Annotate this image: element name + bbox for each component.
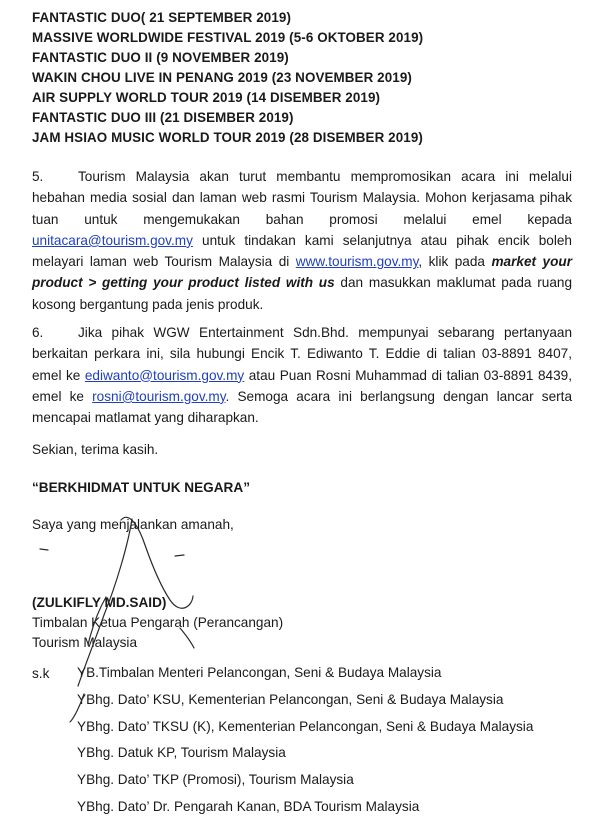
paragraph-text: Jika pihak WGW Entertainment Sdn.Bhd. mempunyai sebarang pertanyaan berkaitan perkara ini, sila hubungi Encik T. Ediwanto T. Eddie di talian 03-8891 8407, emel ke xyxy=(32,325,572,383)
signatory-name: (ZULKIFLY MD.SAID) xyxy=(32,595,167,610)
event-item: FANTASTIC DUO III (21 DISEMBER 2019) xyxy=(32,110,294,125)
event-item: FANTASTIC DUO( 21 SEPTEMBER 2019) xyxy=(32,10,292,25)
email-link-unitacara[interactable]: unitacara@tourism.gov.my xyxy=(32,232,193,248)
event-item: WAKIN CHOU LIVE IN PENANG 2019 (23 NOVEMBER 2019) xyxy=(32,70,412,85)
paragraph-text: atau Puan Rosni Muhammad di talian 03-8891 8439, emel ke xyxy=(32,367,572,404)
cc-item: YBhg. Dato’ KSU, Kementerian Pelancongan, Seni & Budaya Malaysia xyxy=(77,691,504,707)
event-item: MASSIVE WORLDWIDE FESTIVAL 2019 (5-6 OKTOBER 2019) xyxy=(32,30,424,45)
cc-item: YBhg. Dato’ TKSU (K), Kementerian Pelancongan, Seni & Budaya Malaysia xyxy=(77,718,534,734)
paragraph-text: . Semoga acara ini berlangsung dengan lancar serta mencapai matlamat yang diharapkan. xyxy=(32,388,573,426)
signatory-title: Timbalan Ketua Pengarah (Perancangan) xyxy=(32,615,284,630)
cc-item: YB.Timbalan Menteri Pelancongan, Seni & Budaya Malaysia xyxy=(77,665,442,680)
closing-text: Sekian, terima kasih. xyxy=(32,442,159,457)
website-link[interactable]: www.tourism.gov.my xyxy=(295,254,419,270)
saya-line: Saya yang menjalankan amanah, xyxy=(32,517,234,532)
signatory-org: Tourism Malaysia xyxy=(32,635,137,650)
event-item: JAM HSIAO MUSIC WORLD TOUR 2019 (28 DISEMBER 2019) xyxy=(32,130,423,145)
paragraph-text: Tourism Malaysia akan turut membantu mempromosikan acara ini melalui hebahan media sosial dan laman web rasmi Tourism Malaysia. Mohon kerjasama pihak tuan untuk mengemukakan bahan promosi melalui emel kepada xyxy=(32,169,572,227)
event-item: FANTASTIC DUO II (9 NOVEMBER 2019) xyxy=(32,50,289,65)
email-link-rosni[interactable]: rosni@tourism.gov.my xyxy=(92,388,226,404)
paragraph-number: 6. xyxy=(32,325,44,340)
paragraph-number: 5. xyxy=(32,169,44,184)
email-link-ediwanto[interactable]: ediwanto@tourism.gov.my xyxy=(84,367,245,383)
event-list xyxy=(32,8,592,148)
instruction-emphasis: market your product > getting your product listed with us xyxy=(32,254,572,291)
paragraph-text: , klik pada xyxy=(418,254,492,270)
motto: “BERKHIDMAT UNTUK NEGARA” xyxy=(32,480,250,495)
cc-item: YBhg. Datuk KP, Tourism Malaysia xyxy=(77,745,286,761)
paragraph-text: dan masukkan maklumat pada ruang kosong bergantung pada jenis produk. xyxy=(32,275,573,312)
paragraph-5 xyxy=(32,166,572,315)
cc-list xyxy=(77,662,592,823)
paragraph-text: untuk tindakan kami selanjutnya atau pihak encik boleh melayari laman web Tourism Malaysia di xyxy=(32,232,572,270)
event-item: AIR SUPPLY WORLD TOUR 2019 (14 DISEMBER 2019) xyxy=(32,90,381,105)
cc-item: YBhg. Dato’ Dr. Pengarah Kanan, BDA Tourism Malaysia xyxy=(77,798,420,814)
cc-item: YBhg. Dato’ TKP (Promosi), Tourism Malaysia xyxy=(77,772,354,788)
paragraph-6 xyxy=(32,322,572,428)
cc-label: s.k xyxy=(32,666,50,681)
